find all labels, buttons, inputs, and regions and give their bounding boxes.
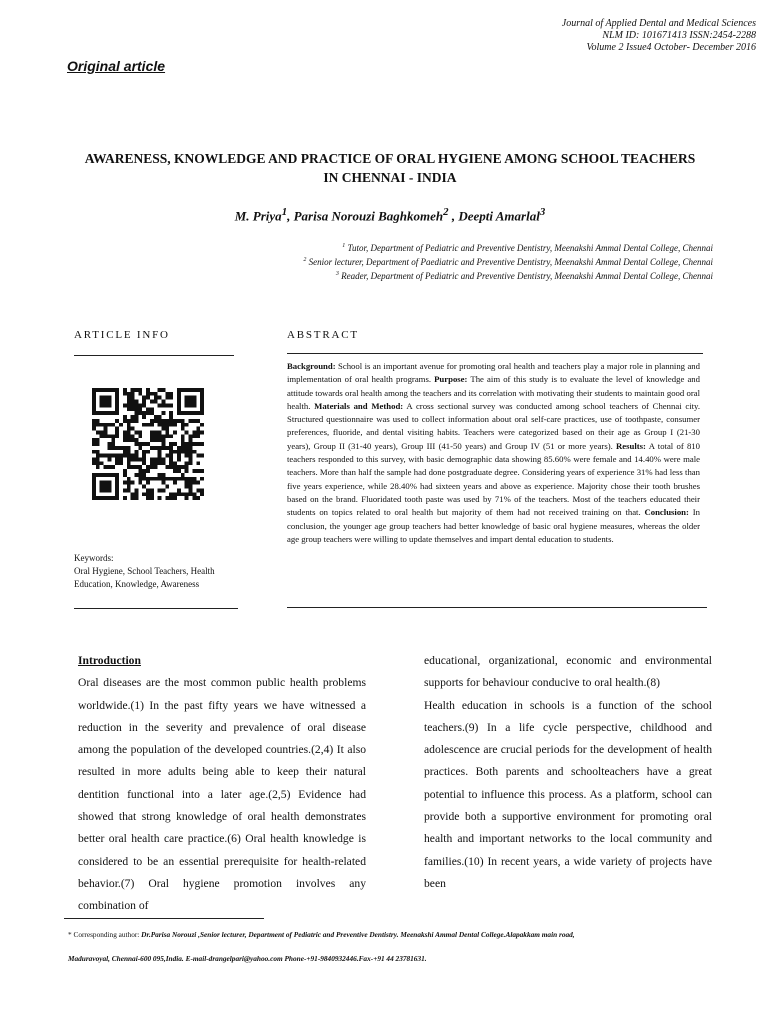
- footnote-line-2: [68, 947, 718, 971]
- article-info-heading: ARTICLE INFO: [74, 329, 170, 341]
- body-paragraph: Health education in schools is a function of the school teachers.(9) In a life cycle perspective, childhood and adolescence are crucial periods for the development of health practices. Both parents and schoolteachers have a great potential to influence this process. As a platform, school can provide both a supportive environment for promoting oral health and important networks to the local community and families.(10) In recent years, a wide variety of projects have been: [424, 698, 712, 890]
- author-name: Parisa Norouzi Baghkomeh: [293, 208, 444, 224]
- author-name: Deepti Amarlal: [458, 208, 540, 224]
- abstract-text-conclusion: In conclusion, the younger age group teachers had better knowledge of basic oral hygiene measures, whereas the older age group teachers were willing to update themselves and impart dental education to students.: [287, 507, 700, 544]
- keywords-text: Oral Hygiene, School Teachers, Health Education, Knowledge, Awareness: [74, 566, 215, 589]
- footnote-line-1: [68, 923, 718, 947]
- article-title: [60, 149, 720, 187]
- keywords: [74, 552, 244, 591]
- footnote: [68, 923, 718, 971]
- footnote-prefix: * Corresponding author:: [68, 930, 140, 939]
- introduction-heading: Introduction: [78, 654, 141, 667]
- author-name: M. Priya: [234, 208, 282, 224]
- footnote-text-2: Maduravoyal, Chennai-600 095,India. E-mail-drangelpari@yahoo.com Phone-+91-9840932446.Fax-+91 44 23781631.: [68, 954, 427, 963]
- footnote-rule: [64, 918, 264, 919]
- footnote-text-1: Dr.Parisa Norouzi ,Senior lecturer, Department of Pediatric and Preventive Dentistry. Meenakshi Ammal Dental College.Alapakkam main road,: [139, 930, 575, 939]
- abstract-body: [287, 360, 700, 546]
- affiliation-text: Senior lecturer, Department of Paediatric and Preventive Dentistry, Meenakshi Ammal Dental College, Chennai: [308, 257, 713, 267]
- abstract-heading: ABSTRACT: [287, 329, 359, 341]
- body-column-left: [78, 650, 366, 918]
- affiliation-text: Reader, Department of Pediatric and Preventive Dentistry, Meenakshi Ammal Dental College, Chennai: [341, 271, 713, 281]
- affiliation-text: Tutor, Department of Pediatric and Preventive Dentistry, Meenakshi Ammal Dental College, Chennai: [347, 243, 713, 253]
- body-column-right: [424, 650, 712, 895]
- journal-ids: NLM ID: 101671413 ISSN:2454-2288: [602, 30, 756, 41]
- body-paragraph: educational, organizational, economic and environmental supports for behaviour conducive to oral health.(8): [424, 654, 712, 690]
- affiliation: [303, 240, 713, 254]
- journal-header: [562, 18, 756, 54]
- journal-issue: Volume 2 Issue4 October- December 2016: [586, 42, 756, 53]
- authors: M. Priya$^1$, Parisa Norouzi Baghkomeh$^2$ , Deepti Amarlal$^3$: [234, 206, 546, 224]
- qr-code-image: [92, 388, 204, 500]
- article-info-rule: [74, 355, 234, 356]
- author-sup: 2: [443, 206, 449, 218]
- affiliation: [303, 268, 713, 282]
- abstract-text-purpose: The aim of this study is to evaluate the level of knowledge and attitude towards oral health among the teachers and its correlation with motivating their students to maintain good oral health.: [287, 374, 700, 411]
- intro-paragraph: Oral diseases are the most common public health problems worldwide.(1) In the past fifty years we have witnessed a reduction in the severity and prevalence of oral disease among the population of the developed countries.(2,4) It also resulted in more adults being able to keep their natural dentition functional into a later age.(2,5) Evidence had showed that strong knowledge of oral health demonstrates better oral health care practice.(6) Oral health knowledge is considered to be an essential prerequisite for health-related behavior.(7) Oral hygiene promotion involves any combination of: [78, 676, 366, 913]
- abstract-label-methods: Materials and Method:: [314, 400, 404, 411]
- abstract-text-methods: A cross sectional survey was conducted among school teachers of Chennai city. Structured questionnaire was used to collect information about oral self-care practices, use of toothpaste, consumer preferences, fluoride, and dental visiting habits. Teachers were categorized based on their age as Group I (21-30 years), Group II (31-40 years), Group III (41-50 years) and Group IV (51 or more years).: [287, 400, 700, 451]
- qr-modules: [92, 388, 204, 500]
- author-sup: 1: [281, 206, 288, 218]
- abstract-label-background: Background:: [287, 361, 336, 371]
- keywords-label: Keywords:: [74, 553, 114, 563]
- keywords-rule: [74, 608, 238, 609]
- abstract-text-background: School is an important avenue for promoting oral health and teachers play a major role in planning and implementation of oral health programs.: [287, 361, 700, 385]
- affiliation-sup: 1: [342, 243, 346, 249]
- abstract-text-results: A total of 810 teachers responded to this survey, with basic demographic data showing 85.60% were female and 14.40% were male teachers. More than half the sample had done postgraduate degree. Considering years of experience 31% had less than five years experience, while 28.40% had sixteen years and above as experience. Majority chose their tooth brushes based on the brand. Fluoridated tooth paste was used by 71% of the teachers. Most of the teachers educated their students on topics related to oral health but majority of them had not received training on that.: [287, 440, 700, 518]
- affiliation-sup: 3: [335, 271, 339, 277]
- affiliation: [303, 254, 713, 268]
- abstract-label-results: Results:: [616, 440, 646, 451]
- journal-name: Journal of Applied Dental and Medical Sciences: [561, 18, 756, 29]
- title-line-1: AWARENESS, KNOWLEDGE AND PRACTICE OF ORAL HYGIENE AMONG SCHOOL TEACHERS: [84, 151, 696, 166]
- title-line-2: IN CHENNAI - INDIA: [323, 170, 457, 185]
- affiliation-sup: 2: [303, 257, 307, 263]
- affiliations: [303, 240, 713, 282]
- abstract-label-conclusion: Conclusion:: [644, 507, 689, 518]
- author-sup: 3: [539, 206, 546, 218]
- article-type: Original article: [67, 58, 166, 74]
- abstract-top-rule: [287, 353, 703, 354]
- abstract-label-purpose: Purpose:: [434, 374, 468, 385]
- abstract-bottom-rule: [287, 607, 707, 608]
